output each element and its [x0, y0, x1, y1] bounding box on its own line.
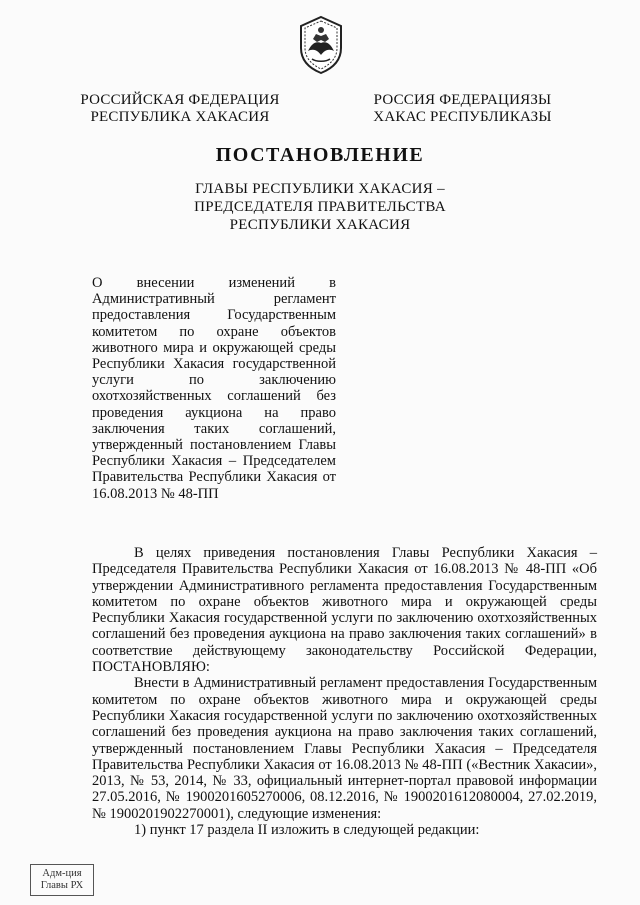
body-paragraph-2: Внести в Административный регламент предоставления Государственным комитетом по охране объектов животного мира и окружающей среды Республики Хакасия государственной услуги по заключению охотхозяйственных соглашений без проведения аукциона на право заключения таких соглашений, утвержденный постановлением Главы Республики Хакасия – Председателя Правительства Республики Хакасия от 16.08.2013 № 48-ПП («Вестник Хакасии», 2013, № 53, 2014, № 33, официальный интернет-портал правовой информации 27.05.2016, № 1900201605270006, 08.12.2016, № 1900201612080004, 27.02.2019, № 1900201902270001), следующие изменения:: [92, 675, 597, 822]
header-right-line2: ХАКАС РЕСПУБЛИКАЗЫ: [373, 109, 552, 125]
document-subject: О внесении изменений в Административный регламент предоставления Государственным комитетом по охране объектов животного мира и окружающей среды Республики Хакасия государственной услуги по заключению охотхозяйственных соглашений без проведения аукциона на право заключения таких соглашений, утвержденный постановлением Главы Республики Хакасия – Председателем Правительства Республики Хакасия от 16.08.2013 № 48-ПП: [92, 275, 336, 502]
body-paragraph-1: В целях приведения постановления Главы Республики Хакасия – Председателя Правительства Республики Хакасия от 16.08.2013 № 48-ПП «Об утверждении Административного регламента предоставления Государственным комитетом по охране объектов животного мира и окружающей среды Республики Хакасия государственной услуги по заключению охотхозяйственных соглашений без проведения аукциона на право заключения таких соглашений» в соответствие действующему законодательству Российской Федерации, ПОСТАНОВЛЯЮ:: [92, 545, 597, 676]
document-subtitle: [150, 180, 490, 234]
subtitle-line1: ГЛАВЫ РЕСПУБЛИКИ ХАКАСИЯ –: [195, 181, 445, 197]
registration-stamp: [30, 864, 94, 896]
body-paragraph-3: 1) пункт 17 раздела II изложить в следующей редакции:: [134, 822, 480, 839]
header-right-line1: РОССИЯ ФЕДЕРАЦИЯЗЫ: [373, 92, 552, 108]
document-title: ПОСТАНОВЛЕНИЕ: [215, 144, 425, 166]
header-right-block: [360, 92, 565, 126]
document-body: [92, 545, 597, 838]
stamp-line1: Адм-ция: [42, 868, 82, 879]
header-left-line1: РОССИЙСКАЯ ФЕДЕРАЦИЯ: [80, 92, 280, 108]
coat-of-arms-emblem: [294, 15, 348, 75]
stamp-line2: Главы РХ: [40, 880, 84, 891]
subtitle-line3: РЕСПУБЛИКИ ХАКАСИЯ: [229, 217, 411, 233]
header-left-block: [80, 92, 280, 126]
header-left-line2: РЕСПУБЛИКА ХАКАСИЯ: [90, 109, 270, 125]
subtitle-line2: ПРЕДСЕДАТЕЛЯ ПРАВИТЕЛЬСТВА: [194, 199, 446, 215]
